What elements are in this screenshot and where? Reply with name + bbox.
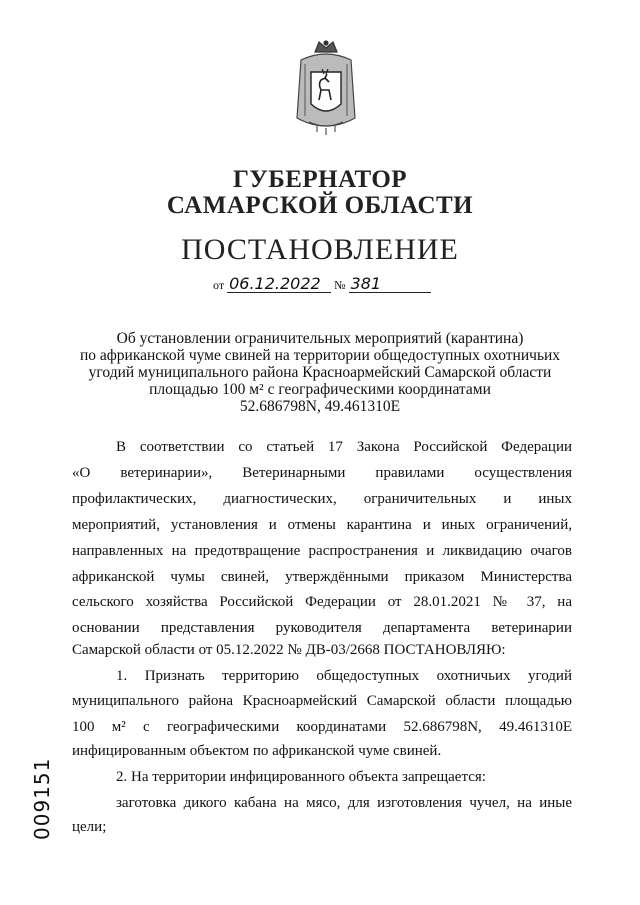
- body-line: инфицированным объектом по африканской чуме свиней.: [72, 743, 442, 759]
- subject-line: угодий муниципального района Красноармейский Самарской области: [88, 364, 552, 381]
- issuer-title: ГУБЕРНАТОР: [232, 166, 408, 193]
- body-line: «О ветеринарии», Ветеринарными правилами осуществления: [72, 465, 572, 481]
- registration-stamp: 009151: [30, 757, 54, 840]
- body-line: заготовка дикого кабана на мясо, для изготовления чучел, на иные: [116, 795, 572, 811]
- number-prefix: №: [334, 278, 346, 292]
- issuer-region: САМАРСКОЙ ОБЛАСТИ: [166, 192, 474, 219]
- body-line: направленных на предотвращение распространения и ликвидацию очагов: [72, 543, 572, 559]
- body-line: муниципального района Красноармейский Самарской области площадью: [72, 693, 572, 709]
- document-type: ПОСТАНОВЛЕНИЕ: [181, 233, 459, 266]
- document-body: [72, 0, 572, 905]
- body-line: основании представления руководителя департамента ветеринарии: [72, 620, 572, 636]
- document-number: 381: [349, 276, 431, 293]
- body-line: 1. Признать территорию общедоступных охотничьих угодий: [116, 668, 572, 684]
- subject-line: площадью 100 м² с географическими координатами: [149, 381, 491, 398]
- body-line: Самарской области от 05.12.2022 № ДВ-03/2668 ПОСТАНОВЛЯЮ:: [72, 642, 506, 658]
- subject-line: по африканской чуме свиней на территории общедоступных охотничьих: [79, 347, 561, 364]
- date-prefix: от: [213, 278, 225, 292]
- body-line: В соответствии со статьей 17 Закона Российской Федерации: [116, 439, 572, 455]
- body-line: сельского хозяйства Российской Федерации от 28.01.2021 № 37, на: [72, 594, 572, 610]
- body-line: 2. На территории инфицированного объекта запрещается:: [116, 769, 486, 785]
- body-line: мероприятий, установления и отмены карантина и иных ограничений,: [72, 517, 572, 533]
- subject-line: Об установлении ограничительных мероприятий (карантина): [116, 330, 524, 347]
- document-date: 06.12.2022: [227, 276, 331, 293]
- body-line: 100 м² с географическими координатами 52.686798N, 49.461310E: [72, 719, 572, 735]
- body-line: африканской чумы свиней, утверждёнными приказом Министерства: [72, 569, 572, 585]
- subject-line: 52.686798N, 49.461310E: [239, 398, 401, 415]
- body-line: профилактических, диагностических, ограничительных и иных: [72, 491, 572, 507]
- body-line: цели;: [72, 819, 107, 835]
